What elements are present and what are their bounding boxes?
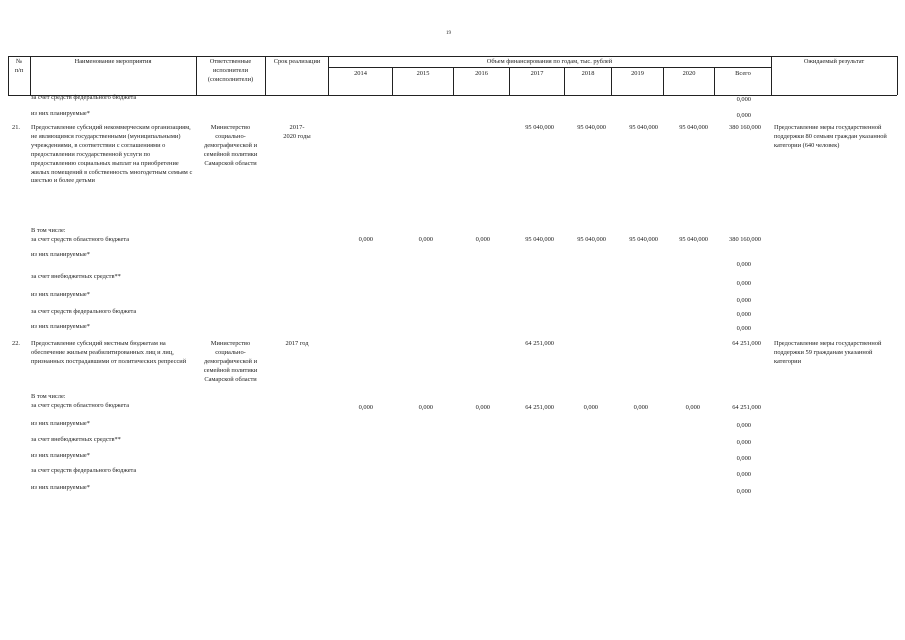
item-value-2018: 95 040,000	[577, 124, 606, 131]
row-value-2014: 0,000	[358, 236, 373, 243]
row-label: за счет средств областного бюджета	[31, 402, 130, 409]
row-total: 0,000	[736, 471, 751, 478]
item-value-2020: 95 040,000	[679, 124, 708, 131]
row-value-2017: 64 251,000	[525, 404, 554, 411]
row-value-total: 380 160,000	[729, 236, 761, 243]
header-year-2016: 2016	[475, 70, 488, 77]
row-value-2014: 0,000	[358, 404, 373, 411]
item-result: Предоставление меры государственной поддержки 59 гражданам указанной категории	[774, 340, 882, 365]
row-value-2015: 0,000	[418, 404, 433, 411]
row-total: 0,000	[736, 439, 751, 446]
row-total: 0,000	[736, 96, 751, 103]
item-period: 2017 год	[285, 340, 309, 347]
item-number: 21.	[12, 124, 20, 131]
header-year-2020: 2020	[682, 70, 696, 77]
item-name: Предоставление субсидий некоммерческим организациям, не являющимся государственными (муниципальными) учреждениями, в соответствии с соглашениями о предоставлении государственной услуги по предоставлению социальных выплат на приобретение жилых помещений в собственность многодетным семьям с шестью и более детьми	[31, 124, 193, 185]
item-result: Предоставление меры государственной поддержки 80 семьям граждан указанной категории (640 человек)	[774, 124, 887, 149]
item-executor: Министерство социально-демографической и семейной политики Самарской области	[203, 340, 258, 383]
item-value-total: 64 251,000	[732, 340, 761, 347]
header-year-2014: 2014	[354, 70, 367, 77]
row-label: из них планируемые*	[31, 484, 90, 491]
item-number: 22.	[12, 340, 20, 347]
header-year-2018: 2018	[581, 70, 595, 77]
row-label: из них планируемые*	[31, 452, 90, 459]
item-value-total: 380 160,000	[729, 124, 761, 131]
row-label: за счет внебюджетных средств**	[31, 436, 121, 443]
header-executor: Ответственные исполнители (соисполнители)	[207, 58, 254, 83]
row-label: из них планируемые*	[31, 291, 90, 298]
row-label: из них планируемые*	[31, 110, 90, 117]
page-number: 19	[446, 31, 451, 36]
header-year-2017: 2017	[530, 70, 544, 77]
in-total-label: В том числе:	[31, 227, 66, 234]
row-label: за счет средств федерального бюджета	[31, 467, 137, 474]
row-total: 0,000	[736, 261, 751, 268]
row-total: 0,000	[736, 455, 751, 462]
row-label: за счет внебюджетных средств**	[31, 273, 121, 280]
item-name: Предоставление субсидий местным бюджетам на обеспечение жильем реабилитированных лиц и лиц, признанных пострадавшими от политических репрессий	[31, 340, 187, 365]
row-label: из них планируемые*	[31, 420, 90, 427]
item-value-2017: 64 251,000	[525, 340, 554, 347]
row-value-2015: 0,000	[418, 236, 433, 243]
in-total-label: В том числе:	[31, 393, 66, 400]
row-total: 0,000	[736, 325, 751, 332]
item-value-2017: 95 040,000	[525, 124, 554, 131]
header-financing: Объем финансирования по годам, тыс. рублей	[486, 58, 613, 65]
row-total: 0,000	[736, 112, 751, 119]
row-label: из них планируемые*	[31, 323, 90, 330]
item-value-2019: 95 040,000	[629, 124, 658, 131]
row-value-2018: 95 040,000	[577, 236, 606, 243]
item-executor: Министерство социально-демографической и семейной политики Самарской области	[203, 124, 258, 167]
header-year-2019: 2019	[631, 70, 644, 77]
row-label: за счет средств федерального бюджета	[31, 94, 137, 101]
row-total: 0,000	[736, 280, 751, 287]
row-value-2017: 95 040,000	[525, 236, 554, 243]
row-value-2020: 0,000	[685, 404, 700, 411]
header-result: Ожидаемый результат	[803, 58, 865, 65]
row-label: за счет средств областного бюджета	[31, 236, 130, 243]
header-name: Наименование мероприятия	[74, 58, 152, 65]
header-total: Всего	[735, 70, 751, 77]
row-value-2020: 95 040,000	[679, 236, 708, 243]
row-total: 0,000	[736, 422, 751, 429]
row-value-2019: 0,000	[633, 404, 648, 411]
row-label: из них планируемые*	[31, 251, 90, 258]
row-total: 0,000	[736, 297, 751, 304]
row-value-2019: 95 040,000	[629, 236, 658, 243]
row-value-2016: 0,000	[475, 404, 490, 411]
header-num: № п/п	[14, 58, 24, 74]
row-label: за счет средств федерального бюджета	[31, 308, 137, 315]
row-value-total: 64 251,000	[732, 404, 761, 411]
row-total: 0,000	[736, 488, 751, 495]
header-period: Срок реализации	[273, 58, 321, 65]
item-period: 2017- 2020 годы	[283, 124, 311, 140]
row-value-2018: 0,000	[583, 404, 598, 411]
row-value-2016: 0,000	[475, 236, 490, 243]
header-year-2015: 2015	[416, 70, 430, 77]
row-total: 0,000	[736, 311, 751, 318]
